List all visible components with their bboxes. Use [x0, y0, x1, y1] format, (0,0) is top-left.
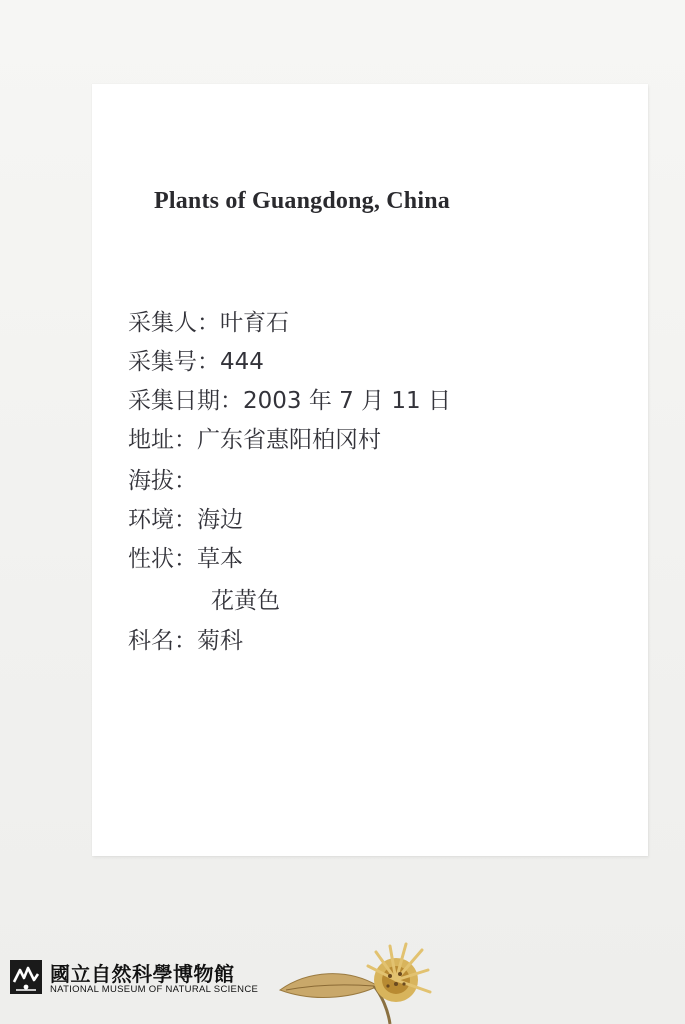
habitat-field [128, 503, 243, 537]
field-key: 地址： [128, 427, 197, 453]
field-value: 草本 [197, 546, 243, 572]
locality-field [128, 423, 381, 457]
museum-name-cn: 國立自然科學博物館 [50, 962, 235, 986]
field-value: 2003 年 7 月 11 日 [243, 388, 451, 414]
museum-name-en: NATIONAL MUSEUM OF NATURAL SCIENCE [50, 984, 259, 995]
specimen-label [92, 84, 648, 856]
habit-field-continued [211, 584, 280, 618]
field-key: 科名： [128, 628, 197, 654]
field-key: 采集号： [128, 349, 220, 375]
field-value: 广东省惠阳柏冈村 [197, 427, 381, 453]
field-key: 性状： [128, 546, 197, 572]
collection-number-field [128, 345, 264, 379]
field-value: 花黄色 [211, 588, 280, 614]
field-key: 采集日期： [128, 388, 243, 414]
field-value: 叶育石 [220, 310, 289, 336]
altitude-field [128, 464, 197, 498]
field-value: 444 [220, 349, 264, 375]
field-value: 菊科 [197, 628, 243, 654]
habit-field [128, 542, 243, 576]
museum-logo-icon [10, 960, 42, 994]
museum-logo [10, 958, 270, 1000]
collection-date-field [128, 384, 451, 418]
field-key: 环境： [128, 507, 197, 533]
collector-field [128, 306, 289, 340]
field-key: 海拔： [128, 468, 197, 494]
field-value: 海边 [197, 507, 243, 533]
label-title: Plants of Guangdong, China [154, 188, 450, 214]
field-key: 采集人： [128, 310, 220, 336]
family-field [128, 624, 243, 658]
dried-flower-specimen [278, 940, 458, 1024]
